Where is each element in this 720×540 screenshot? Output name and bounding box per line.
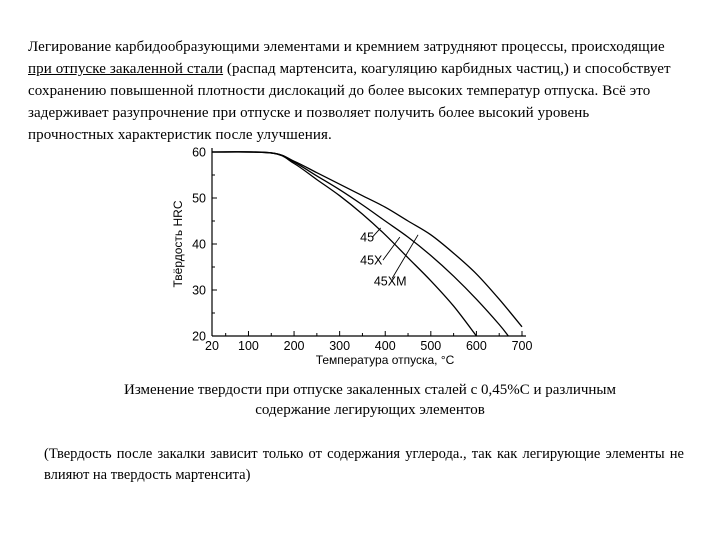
annotation-label-45: 45 — [360, 230, 375, 245]
x-tick-label: 100 — [238, 339, 259, 353]
x-tick-label: 500 — [420, 339, 442, 353]
annotation-leader-45xm — [392, 235, 418, 279]
y-tick-label: 30 — [192, 283, 206, 298]
y-tick-label: 60 — [192, 145, 206, 160]
y-tick-label: 20 — [192, 329, 206, 344]
x-axis-title: Температура отпуска, °C — [315, 353, 455, 367]
y-tick-label: 50 — [192, 191, 206, 206]
series-line-45 — [212, 152, 476, 336]
figure-caption — [60, 380, 680, 420]
chart-labels — [360, 228, 418, 289]
y-tick-label: 40 — [192, 237, 206, 252]
hardness-chart-svg — [160, 138, 560, 370]
x-tick-label: 400 — [374, 339, 396, 353]
x-tick-label: 700 — [511, 339, 533, 353]
annotation-label-45x: 45X — [360, 253, 383, 268]
intro-paragraph — [28, 36, 698, 146]
intro-line-2-rest: (распад мартенсита, коагуляцию карбидных частиц,) и способствует — [223, 61, 671, 77]
caption-line-1: Изменение твердости при отпуске закаленных сталей с 0,45%С и различным — [123, 382, 616, 398]
hardness-chart — [160, 138, 560, 375]
caption-line-2: содержание легирующих элементов — [255, 402, 485, 418]
intro-line-4: задерживает разупрочнение при отпуске и позволяет получить более высокий уровень — [28, 105, 590, 121]
note-paragraph: (Твердость после закалки зависит только от содержания углерода., так как легирующие элементы не влияют на твердость мартенсита) — [44, 446, 684, 483]
x-tick-label: 20 — [205, 339, 219, 353]
x-tick-label: 300 — [329, 339, 351, 353]
intro-underlined-phrase: при отпуске закаленной стали — [28, 61, 224, 77]
y-axis-title: Твёрдость HRC — [171, 200, 185, 288]
x-tick-label: 600 — [465, 339, 487, 353]
annotation-label-45xm: 45XM — [373, 274, 407, 289]
intro-line-2 — [28, 58, 698, 80]
x-tick-label: 200 — [283, 339, 305, 353]
intro-line-3: сохранению повышенной плотности дислокаций до более высоких температур отпуска. Всё это — [28, 83, 651, 99]
intro-line-1: Легирование карбидообразующими элементами и кремнием затрудняют процессы, происходящие — [28, 39, 665, 55]
chart-axes — [171, 146, 532, 368]
intro-line-5: прочностных характеристик после улучшения. — [28, 127, 332, 143]
